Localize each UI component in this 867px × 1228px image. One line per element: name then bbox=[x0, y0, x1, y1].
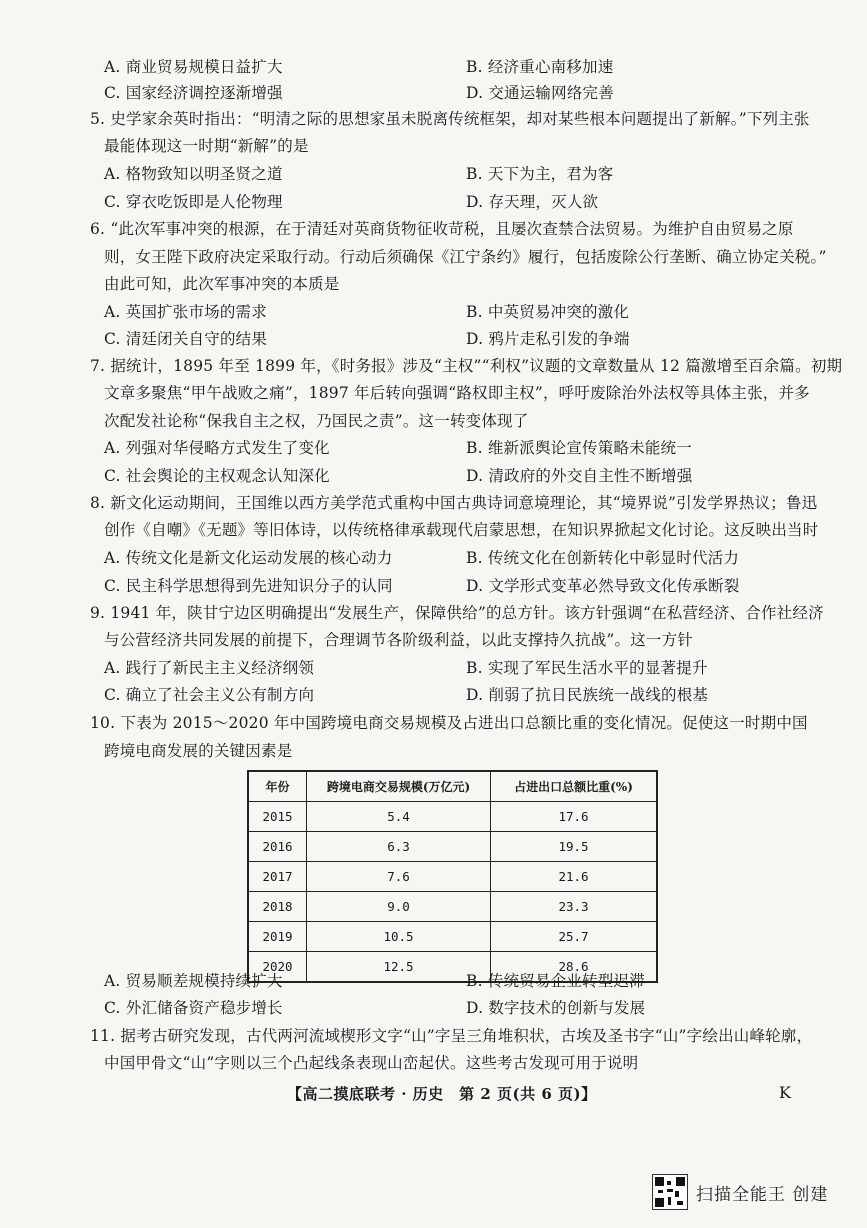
q5-stem-line1: 5. 史学家余英时指出：“明清之际的思想家虽未脱离传统框架，却对某些根本问题提出了新解。”下列主张 bbox=[90, 110, 810, 128]
table-cell-year: 2020 bbox=[248, 952, 307, 983]
table-row bbox=[248, 802, 657, 832]
q7-option-d: D. 清政府的外交自主性不断增强 bbox=[466, 467, 693, 485]
table-cell-share: 28.6 bbox=[491, 952, 658, 983]
q5-stem-line2: 最能体现这一时期“新解”的是 bbox=[104, 137, 309, 155]
q6-option-a: A. 英国扩张市场的需求 bbox=[104, 303, 267, 321]
q6-stem-line1: 6. “此次军事冲突的根源，在于清廷对英商货物征收苛税，且屡次查禁合法贸易。为维护自由贸易之原 bbox=[90, 220, 794, 238]
table-header-year: 年份 bbox=[248, 771, 307, 802]
q9-option-b: B. 实现了军民生活水平的显著提升 bbox=[466, 659, 708, 677]
table-row bbox=[248, 862, 657, 892]
q8-option-a: A. 传统文化是新文化运动发展的核心动力 bbox=[104, 549, 393, 567]
table-cell-year: 2018 bbox=[248, 892, 307, 922]
table-cell-scale: 9.0 bbox=[307, 892, 491, 922]
table-cell-year: 2016 bbox=[248, 832, 307, 862]
page-footer: 【高二摸底联考 · 历史 第 2 页(共 6 页)】 bbox=[287, 1085, 597, 1103]
q7-stem-line2: 文章多聚焦“甲午战败之痛”，1897 年后转向强调“路权即主权”，呼吁废除治外法权等具体主张，并多 bbox=[104, 384, 810, 402]
table-cell-year: 2019 bbox=[248, 922, 307, 952]
q8-option-c: C. 民主科学思想得到先进知识分子的认同 bbox=[104, 577, 393, 595]
table-cell-share: 17.6 bbox=[491, 802, 658, 832]
qr-code-icon bbox=[652, 1174, 688, 1210]
table-cell-scale: 6.3 bbox=[307, 832, 491, 862]
table-cell-scale: 10.5 bbox=[307, 922, 491, 952]
q6-stem-line2: 则，女王陛下政府决定采取行动。行动后须确保《江宁条约》履行，包括废除公行垄断、确立协定关税。” bbox=[104, 248, 827, 266]
q5-option-b: B. 天下为主，君为客 bbox=[466, 165, 614, 183]
table-cell-scale: 5.4 bbox=[307, 802, 491, 832]
table-cell-share: 21.6 bbox=[491, 862, 658, 892]
q5-option-c: C. 穿衣吃饭即是人伦物理 bbox=[104, 193, 283, 211]
q11-stem-line1: 11. 据考古研究发现，古代两河流域楔形文字“山”字呈三角堆积状，古埃及圣书字“山”字绘出山峰轮廓， bbox=[90, 1027, 813, 1045]
table-cell-scale: 12.5 bbox=[307, 952, 491, 983]
q4-option-d: D. 交通运输网络完善 bbox=[466, 84, 614, 102]
q6-option-b: B. 中英贸易冲突的激化 bbox=[466, 303, 630, 321]
table-cell-share: 23.3 bbox=[491, 892, 658, 922]
table-header-row bbox=[248, 771, 657, 802]
q10-option-d: D. 数字技术的创新与发展 bbox=[466, 999, 646, 1017]
q8-option-d: D. 文学形式变革必然导致文化传承断裂 bbox=[466, 577, 740, 595]
table-cell-share: 25.7 bbox=[491, 922, 658, 952]
q8-stem-line1: 8. 新文化运动期间，王国维以西方美学范式重构中国古典诗词意境理论，其“境界说”引发学界热议；鲁迅 bbox=[90, 494, 818, 512]
q10-option-b: B. 传统贸易企业转型迟滞 bbox=[466, 972, 645, 990]
q9-option-c: C. 确立了社会主义公有制方向 bbox=[104, 686, 315, 704]
q7-option-b: B. 维新派舆论宣传策略未能统一 bbox=[466, 439, 692, 457]
paper-code: K bbox=[779, 1083, 791, 1102]
q9-stem-line2: 与公营经济共同发展的前提下，合理调节各阶级利益，以此支撑持久抗战”。这一方针 bbox=[104, 631, 694, 649]
q4-option-b: B. 经济重心南移加速 bbox=[466, 58, 614, 76]
scanner-watermark: 扫描全能王 创建 bbox=[696, 1185, 829, 1205]
q9-stem-line1: 9. 1941 年，陕甘宁边区明确提出“发展生产，保障供给”的总方针。该方针强调“在私营经济、合作社经济 bbox=[90, 604, 824, 622]
q7-stem-line3: 次配发社论称“保我自主之权，乃国民之责”。这一转变体现了 bbox=[104, 412, 529, 430]
q10-option-a: A. 贸易顺差规模持续扩大 bbox=[104, 972, 283, 990]
q8-stem-line2: 创作《自嘲》《无题》等旧体诗，以传统格律承载现代启蒙思想，在知识界掀起文化讨论。这反映出当时 bbox=[104, 521, 819, 539]
trade-data-table bbox=[247, 770, 658, 983]
q5-option-d: D. 存天理，灭人欲 bbox=[466, 193, 599, 211]
q9-option-d: D. 削弱了抗日民族统一战线的根基 bbox=[466, 686, 709, 704]
table-cell-year: 2015 bbox=[248, 802, 307, 832]
q6-option-d: D. 鸦片走私引发的争端 bbox=[466, 330, 630, 348]
table-row bbox=[248, 832, 657, 862]
q11-stem-line2: 中国甲骨文“山”字则以三个凸起线条表现山峦起伏。这些考古发现可用于说明 bbox=[104, 1054, 639, 1072]
q10-option-c: C. 外汇储备资产稳步增长 bbox=[104, 999, 283, 1017]
table-cell-scale: 7.6 bbox=[307, 862, 491, 892]
table-header-scale: 跨境电商交易规模(万亿元) bbox=[307, 771, 491, 802]
q7-stem-line1: 7. 据统计，1895 年至 1899 年，《时务报》涉及“主权”“利权”议题的文章数量从 12 篇激增至百余篇。初期 bbox=[90, 357, 843, 375]
table-row bbox=[248, 922, 657, 952]
q7-option-a: A. 列强对华侵略方式发生了变化 bbox=[104, 439, 330, 457]
q5-option-a: A. 格物致知以明圣贤之道 bbox=[104, 165, 283, 183]
q10-stem-line2: 跨境电商发展的关键因素是 bbox=[104, 742, 293, 760]
q10-stem-line1: 10. 下表为 2015～2020 年中国跨境电商交易规模及占进出口总额比重的变化情况。促使这一时期中国 bbox=[90, 714, 808, 732]
table-cell-share: 19.5 bbox=[491, 832, 658, 862]
q9-option-a: A. 践行了新民主主义经济纲领 bbox=[104, 659, 315, 677]
table-row bbox=[248, 892, 657, 922]
q4-option-c: C. 国家经济调控逐渐增强 bbox=[104, 84, 283, 102]
table-cell-year: 2017 bbox=[248, 862, 307, 892]
q4-option-a: A. 商业贸易规模日益扩大 bbox=[104, 58, 283, 76]
q6-option-c: C. 清廷闭关自守的结果 bbox=[104, 330, 268, 348]
q8-option-b: B. 传统文化在创新转化中彰显时代活力 bbox=[466, 549, 740, 567]
q7-option-c: C. 社会舆论的主权观念认知深化 bbox=[104, 467, 330, 485]
table-header-share: 占进出口总额比重(%) bbox=[491, 771, 658, 802]
q6-stem-line3: 由此可知，此次军事冲突的本质是 bbox=[104, 275, 340, 293]
